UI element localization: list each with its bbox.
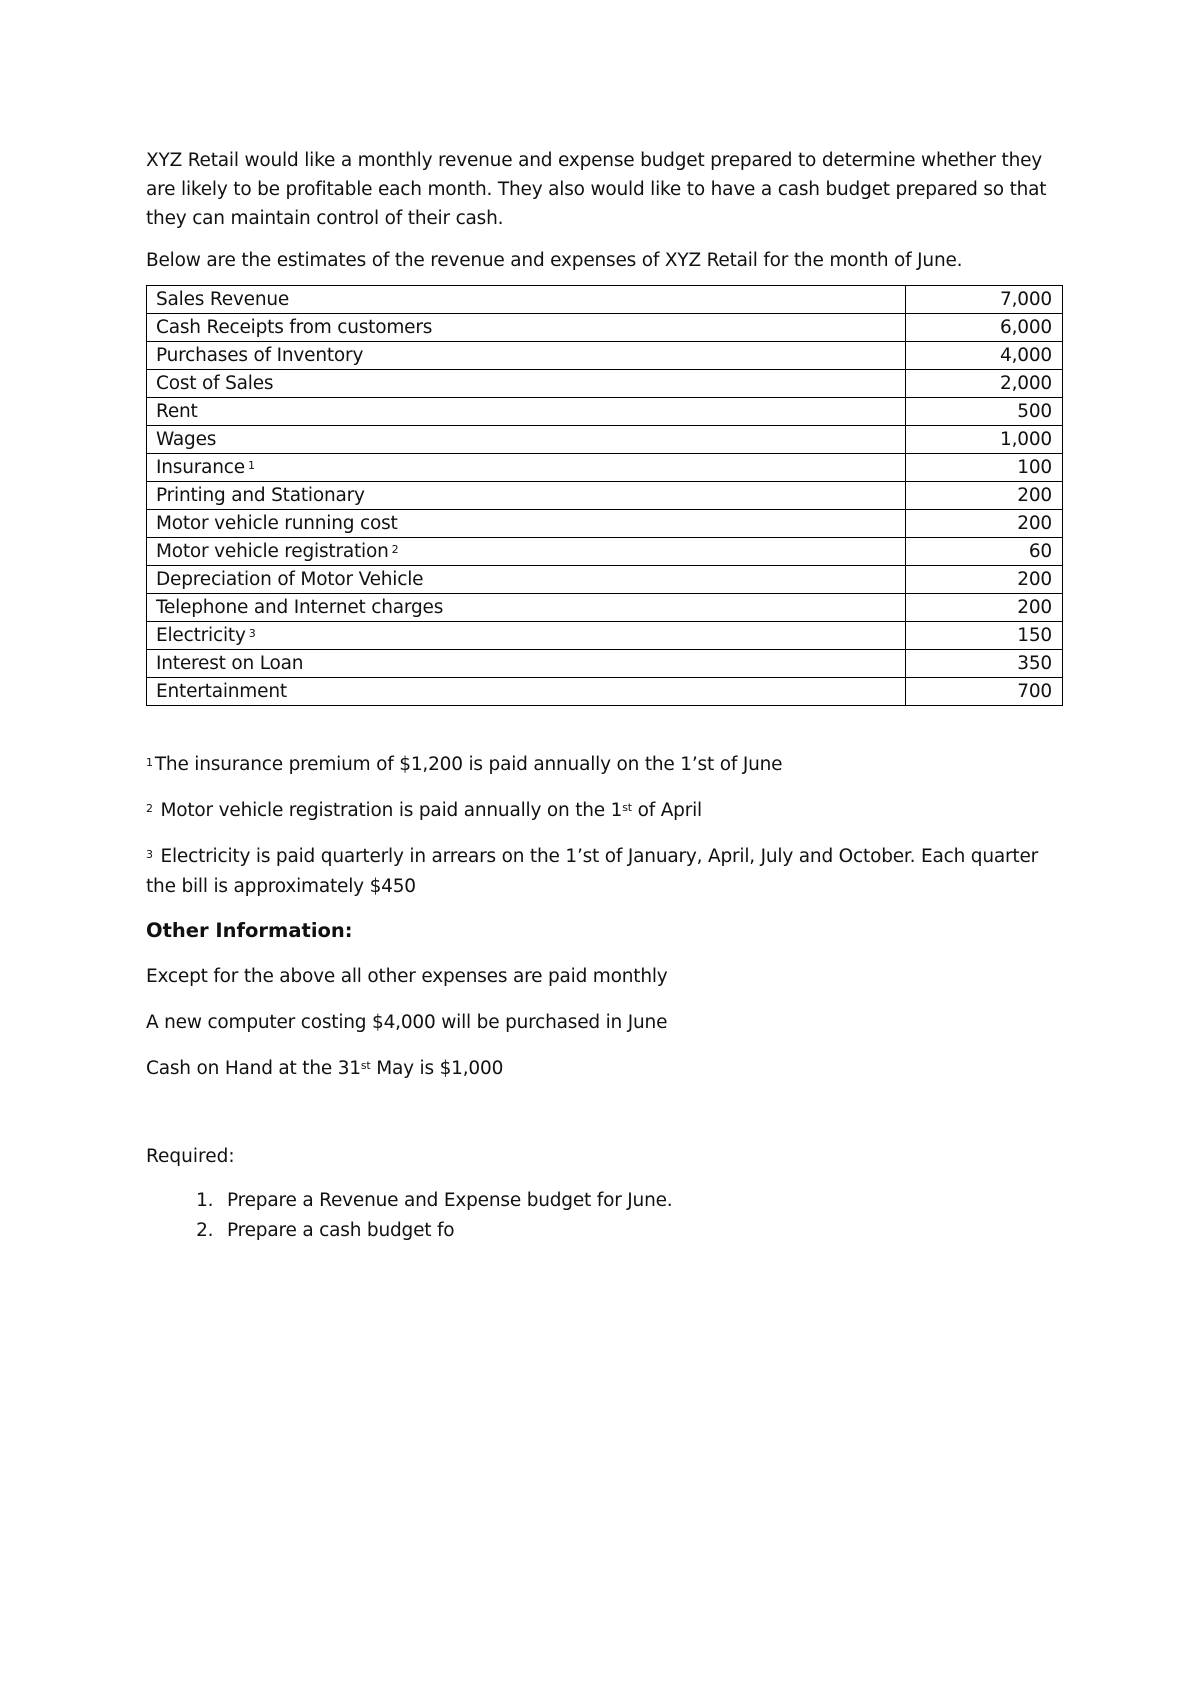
table-row <box>147 650 1063 678</box>
row-label: Telephone and Internet charges <box>156 596 444 618</box>
row-value: 200 <box>906 594 1063 622</box>
required-item-2: 2. Prepare a cash budget fo <box>219 1216 1066 1246</box>
other-info-line-2: A new computer costing $4,000 will be purchased in June <box>146 1012 668 1033</box>
footnote-2-text-before: Motor vehicle registration is paid annually on the 1 <box>160 800 623 821</box>
table-row <box>147 454 1063 482</box>
row-label-cell <box>147 538 906 566</box>
table-row <box>147 286 1063 314</box>
table-row <box>147 678 1063 706</box>
row-label-cell <box>147 482 906 510</box>
footnote-3-text: Electricity is paid quarterly in arrears on the 1’st of January, April, July and October. Each quarter the bill is approximately $450 <box>146 846 1039 897</box>
table-row <box>147 342 1063 370</box>
row-label: Insurance <box>156 456 245 478</box>
row-value: 60 <box>906 538 1063 566</box>
footnote-1 <box>146 750 1066 780</box>
footnotes <box>146 750 1066 902</box>
row-label-cell <box>147 650 906 678</box>
footnote-3-mark: 3 <box>146 848 153 861</box>
row-value: 350 <box>906 650 1063 678</box>
row-label: Entertainment <box>156 680 287 702</box>
document-page <box>146 146 1066 1246</box>
row-label-cell <box>147 286 906 314</box>
row-label: Cash Receipts from customers <box>156 316 433 338</box>
row-label: Wages <box>156 428 217 450</box>
row-label: Printing and Stationary <box>156 484 365 506</box>
table-row <box>147 314 1063 342</box>
row-label: Motor vehicle registration <box>156 540 389 562</box>
row-value: 200 <box>906 566 1063 594</box>
row-value: 700 <box>906 678 1063 706</box>
row-label: Motor vehicle running cost <box>156 512 398 534</box>
footnote-reference: 2 <box>391 542 399 556</box>
required-item-1: 1. Prepare a Revenue and Expense budget for June. <box>219 1186 1066 1216</box>
table-row <box>147 482 1063 510</box>
row-label: Cost of Sales <box>156 372 274 394</box>
row-label-cell <box>147 342 906 370</box>
row-label-cell <box>147 314 906 342</box>
budget-table-body <box>147 286 1063 706</box>
row-label-cell <box>147 454 906 482</box>
table-row <box>147 370 1063 398</box>
table-row <box>147 594 1063 622</box>
footnote-reference: 1 <box>247 458 255 472</box>
footnote-1-text: The insurance premium of $1,200 is paid annually on the 1’st of June <box>154 754 783 775</box>
budget-estimates-table <box>146 285 1063 706</box>
row-label-cell <box>147 510 906 538</box>
intro-paragraph: XYZ Retail would like a monthly revenue and expense budget prepared to determine whether they are likely to be profitable each month. They also would like to have a cash budget prepared so that they can maintain control of their cash. <box>146 150 1047 229</box>
row-value: 7,000 <box>906 286 1063 314</box>
row-value: 200 <box>906 482 1063 510</box>
footnote-reference: 3 <box>248 626 256 640</box>
row-label-cell <box>147 398 906 426</box>
table-row <box>147 398 1063 426</box>
row-label-cell <box>147 678 906 706</box>
footnote-1-mark: 1 <box>146 756 153 769</box>
row-label-cell <box>147 594 906 622</box>
table-lead-text: Below are the estimates of the revenue and expenses of XYZ Retail for the month of June. <box>146 250 963 271</box>
row-value: 6,000 <box>906 314 1063 342</box>
row-label: Interest on Loan <box>156 652 304 674</box>
row-label: Purchases of Inventory <box>156 344 364 366</box>
footnote-2-ordinal: st <box>622 801 632 814</box>
row-value: 4,000 <box>906 342 1063 370</box>
footnote-2 <box>146 796 1066 826</box>
row-value: 100 <box>906 454 1063 482</box>
cash-on-hand-text-before: Cash on Hand at the 31 <box>146 1058 361 1079</box>
other-info-line-1: Except for the above all other expenses are paid monthly <box>146 966 668 987</box>
row-value: 1,000 <box>906 426 1063 454</box>
footnote-2-mark: 2 <box>146 802 153 815</box>
row-label: Rent <box>156 400 198 422</box>
table-row <box>147 538 1063 566</box>
row-label: Depreciation of Motor Vehicle <box>156 568 424 590</box>
table-row <box>147 510 1063 538</box>
row-value: 2,000 <box>906 370 1063 398</box>
footnote-3 <box>146 842 1066 902</box>
table-row <box>147 426 1063 454</box>
row-value: 200 <box>906 510 1063 538</box>
row-value: 150 <box>906 622 1063 650</box>
row-label-cell <box>147 566 906 594</box>
row-label-cell <box>147 622 906 650</box>
cash-on-hand-text-after: May is $1,000 <box>376 1058 504 1079</box>
cash-on-hand-ordinal: st <box>360 1059 371 1072</box>
footnote-2-text-after: of April <box>637 800 702 821</box>
row-label-cell <box>147 426 906 454</box>
row-label: Electricity <box>156 624 246 646</box>
required-heading: Required: <box>146 1146 235 1167</box>
required-list <box>146 1186 1066 1246</box>
table-row <box>147 622 1063 650</box>
table-row <box>147 566 1063 594</box>
row-label: Sales Revenue <box>156 288 290 310</box>
row-value: 500 <box>906 398 1063 426</box>
other-info-line-3 <box>146 1054 1066 1084</box>
row-label-cell <box>147 370 906 398</box>
other-information-heading: Other Information: <box>146 919 353 942</box>
